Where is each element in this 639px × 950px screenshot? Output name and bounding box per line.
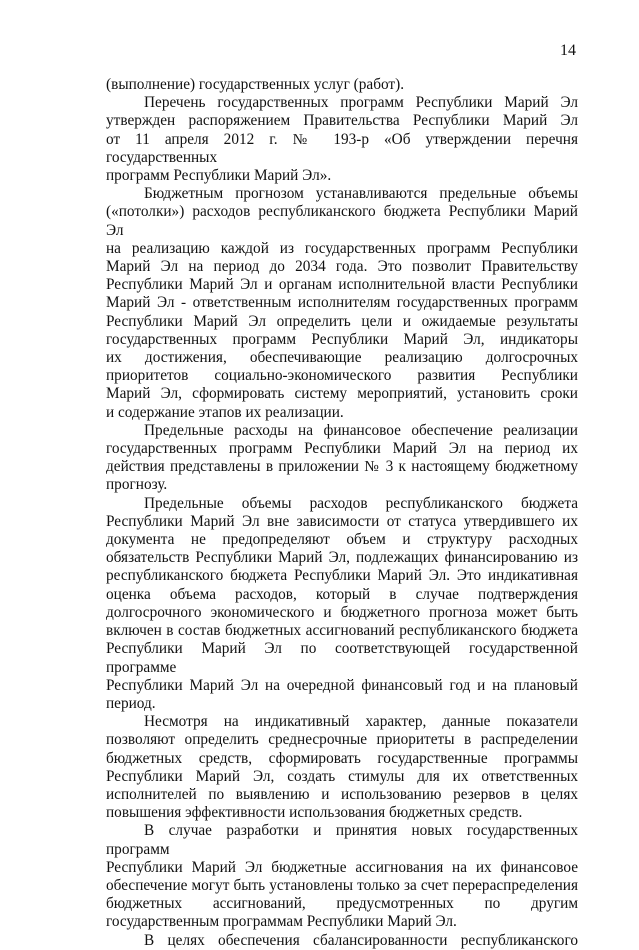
text-line: Перечень государственных программ Республики Марий Эл <box>144 94 578 112</box>
text-line: Несмотря на индикативный характер, данные показатели <box>144 713 578 731</box>
text-line: исполнителей по выявлению и использованию резервов в целях <box>106 785 578 803</box>
paragraph <box>106 94 578 185</box>
text-line: Республики Марий Эл, создать стимулы для их ответственных <box>106 767 578 785</box>
text-line: обеспечение могут быть установлены только за счет перераспределения <box>106 876 578 894</box>
text-line: Республики Марий Эл и органам исполнительной власти Республики <box>106 276 578 294</box>
text-line: Бюджетным прогнозом устанавливаются предельные объемы <box>144 185 578 203</box>
text-line: Марий Эл, сформировать систему мероприятий, установить сроки <box>106 385 578 403</box>
text-line: долгосрочного экономического и бюджетного прогноза может быть <box>106 603 578 621</box>
text-line: их достижения, обеспечивающие реализацию долгосрочных <box>106 349 578 367</box>
page-number: 14 <box>560 42 576 59</box>
text-line: период. <box>106 694 156 712</box>
text-line: («потолки») расходов республиканского бюджета Республики Марий Эл <box>106 203 578 239</box>
text-line: бюджетных ассигнований, предусмотренных по другим <box>106 895 578 913</box>
text-line: государственных программ Республики Марий Эл, индикаторы <box>106 330 578 348</box>
paragraph <box>106 495 578 713</box>
text-line: бюджетных средств, сформировать государственные программы <box>106 749 578 767</box>
text-line: от 11 апреля 2012 г. № 193-р «Об утверждении перечня государственных <box>106 130 578 166</box>
text-line: Республики Марий Эл определить цели и ожидаемые результаты <box>106 312 578 330</box>
text-line: документа не предопределяют объем и структуру расходных <box>106 531 578 549</box>
text-line: приоритетов социально-экономического развития Республики <box>106 367 578 385</box>
paragraph <box>106 713 578 822</box>
text-line: программ Республики Марий Эл». <box>106 167 332 185</box>
text-line: Марий Эл - ответственным исполнителям государственных программ <box>106 294 578 312</box>
text-line: и содержание этапов их реализации. <box>106 403 344 421</box>
text-line: В целях обеспечения сбалансированности республиканского <box>144 931 578 949</box>
text-line: Республики Марий Эл вне зависимости от статуса утвердившего их <box>106 512 578 530</box>
text-line: Республики Марий Эл бюджетные ассигнования на их финансовое <box>106 858 578 876</box>
text-line: прогнозу. <box>106 476 168 494</box>
paragraph <box>106 822 578 931</box>
text-line: оценка объема расходов, который в случае подтверждения <box>106 585 578 603</box>
paragraph <box>106 76 578 94</box>
text-line: Республики Марий Эл по соответствующей государственной программе <box>106 640 578 676</box>
paragraph <box>106 422 578 495</box>
text-line: Марий Эл на период до 2034 года. Это позволит Правительству <box>106 258 578 276</box>
text-line: государственным программам Республики Марий Эл. <box>106 913 457 931</box>
text-line: Предельные объемы расходов республиканского бюджета <box>144 494 578 512</box>
text-line: Республики Марий Эл на очередной финансовый год и на плановый <box>106 676 578 694</box>
text-line: на реализацию каждой из государственных программ Республики <box>106 239 578 257</box>
text-line: обязательств Республики Марий Эл, подлежащих финансированию из <box>106 549 578 567</box>
text-line: (выполнение) государственных услуг (работ). <box>106 76 405 93</box>
paragraph <box>106 185 578 422</box>
text-line: республиканского бюджета Республики Марий Эл. Это индикативная <box>106 567 578 585</box>
text-line: утвержден распоряжением Правительства Республики Марий Эл <box>106 112 578 130</box>
document-body <box>106 76 578 950</box>
text-line: повышения эффективности использования бюджетных средств. <box>106 804 523 822</box>
text-line: позволяют определить среднесрочные приоритеты в распределении <box>106 731 578 749</box>
text-line: Предельные расходы на финансовое обеспечение реализации <box>144 421 578 439</box>
text-line: государственных программ Республики Марий Эл на период их <box>106 440 578 458</box>
text-line: В случае разработки и принятия новых государственных программ <box>106 822 578 858</box>
text-line: включен в состав бюджетных ассигнований республиканского бюджета <box>106 622 578 640</box>
paragraph <box>106 932 578 950</box>
text-line: действия представлены в приложении № 3 к настоящему бюджетному <box>106 458 578 476</box>
